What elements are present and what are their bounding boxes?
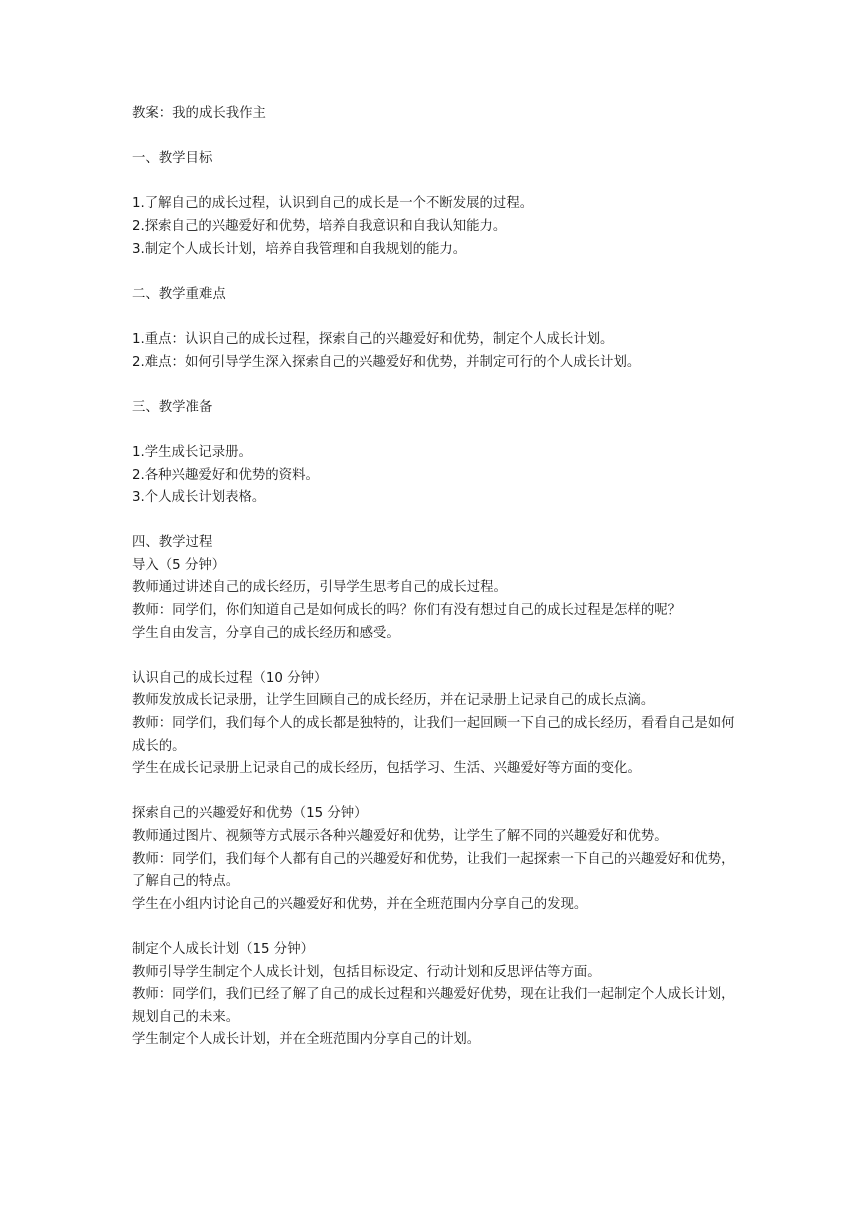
spacer <box>132 510 736 533</box>
objective-item: 2.探索自己的兴趣爱好和优势，培养自我意识和自我认知能力。 <box>132 218 507 234</box>
step-paragraph: 教师：同学们，我们每个人的成长都是独特的，让我们一起回顾一下自己的成长经历，看看自己是如何成长的。 <box>132 716 735 754</box>
step-title-plan: 制定个人成长计划（15 分钟） <box>132 941 314 957</box>
section-heading-key-points: 二、教学重难点 <box>132 286 226 302</box>
spacer <box>132 916 736 939</box>
step-paragraph: 教师发放成长记录册，让学生回顾自己的成长经历，并在记录册上记录自己的成长点滴。 <box>132 693 655 709</box>
spacer <box>132 261 736 284</box>
step-paragraph: 学生在小组内讨论自己的兴趣爱好和优势，并在全班范围内分享自己的发现。 <box>132 896 588 912</box>
key-point-item: 1.重点：认识自己的成长过程，探索自己的兴趣爱好和优势，制定个人成长计划。 <box>132 331 614 347</box>
objective-item: 1.了解自己的成长过程，认识到自己的成长是一个不断发展的过程。 <box>132 196 534 212</box>
step-paragraph: 教师：同学们，我们每个人都有自己的兴趣爱好和优势，让我们一起探索一下自己的兴趣爱好和优势，了解自己的特点。 <box>132 851 735 890</box>
spacer <box>132 171 736 194</box>
key-point-item: 2.难点：如何引导学生深入探索自己的兴趣爱好和优势，并制定可行的个人成长计划。 <box>132 354 641 370</box>
step-paragraph: 教师：同学们，你们知道自己是如何成长的吗？你们有没有想过自己的成长过程是怎样的呢？ <box>132 603 682 619</box>
spacer <box>132 126 736 149</box>
section-heading-process: 四、教学过程 <box>132 535 213 551</box>
spacer <box>132 645 736 668</box>
spacer <box>132 781 736 804</box>
step-paragraph: 学生制定个人成长计划，并在全班范围内分享自己的计划。 <box>132 1032 481 1048</box>
step-title-intro: 导入（5 分钟） <box>132 557 226 573</box>
objective-item: 3.制定个人成长计划，培养自我管理和自我规划的能力。 <box>132 241 467 257</box>
section-heading-objectives: 一、教学目标 <box>132 151 213 167</box>
spacer <box>132 419 736 442</box>
preparation-item: 1.学生成长记录册。 <box>132 444 252 460</box>
step-paragraph: 学生自由发言，分享自己的成长经历和感受。 <box>132 625 400 641</box>
document-title: 教案：我的成长我作主 <box>132 106 266 121</box>
step-paragraph: 教师引导学生制定个人成长计划，包括目标设定、行动计划和反思评估等方面。 <box>132 964 601 980</box>
spacer <box>132 306 736 329</box>
step-paragraph: 教师通过讲述自己的成长经历，引导学生思考自己的成长过程。 <box>132 580 507 596</box>
preparation-item: 2.各种兴趣爱好和优势的资料。 <box>132 467 319 483</box>
lesson-plan-document <box>132 103 736 1052</box>
step-paragraph: 学生在成长记录册上记录自己的成长经历，包括学习、生活、兴趣爱好等方面的变化。 <box>132 761 641 777</box>
section-heading-preparation: 三、教学准备 <box>132 399 213 415</box>
preparation-item: 3.个人成长计划表格。 <box>132 490 266 506</box>
step-paragraph: 教师：同学们，我们已经了解了自己的成长过程和兴趣爱好优势，现在让我们一起制定个人成长计划，规划自己的未来。 <box>132 987 735 1025</box>
spacer <box>132 374 736 397</box>
step-paragraph: 教师通过图片、视频等方式展示各种兴趣爱好和优势，让学生了解不同的兴趣爱好和优势。 <box>132 829 668 844</box>
step-title-growth: 认识自己的成长过程（10 分钟） <box>132 670 328 686</box>
step-title-interests: 探索自己的兴趣爱好和优势（15 分钟） <box>132 806 368 822</box>
